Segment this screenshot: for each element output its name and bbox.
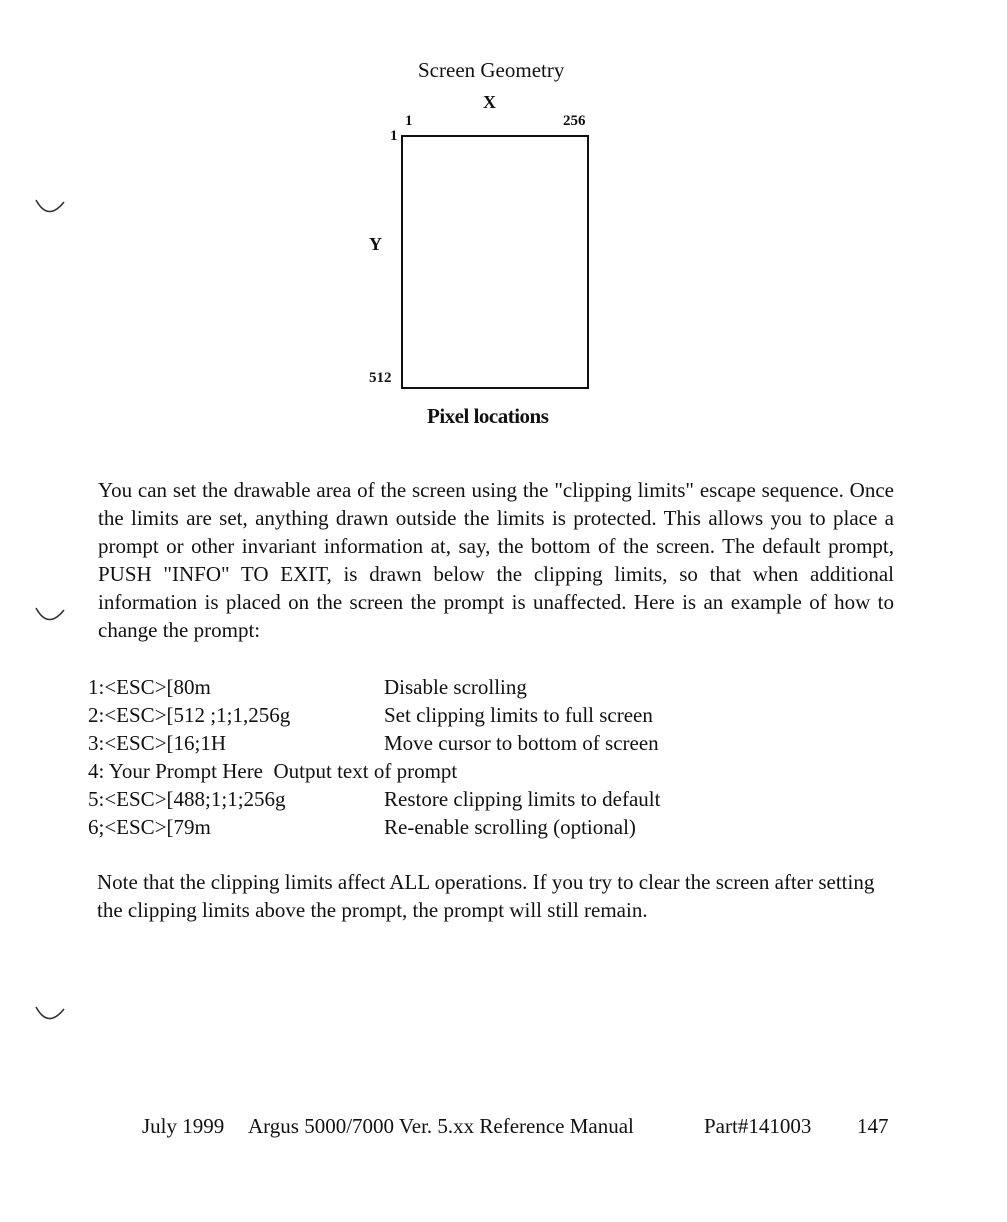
command-code: 1:<ESC>[80m bbox=[88, 675, 211, 699]
command-list bbox=[88, 673, 661, 841]
figure-caption: Pixel locations bbox=[427, 404, 549, 428]
command-row bbox=[88, 785, 661, 813]
command-row bbox=[88, 729, 659, 757]
paragraph-clipping-limits: You can set the drawable area of the screen using the "clipping limits" escape sequence. Once the limits are set, anything drawn outside the limits is protected. This allows you to place a prompt or other invariant information at, say, the bottom of the screen. The default prompt, PUSH "INFO" TO EXIT, is drawn below the clipping limits, so that when additional information is placed on the screen the prompt is unaffected. Here is an example of how to change the prompt: bbox=[98, 478, 894, 642]
command-code: 4: Your Prompt Here Output text of prompt bbox=[88, 759, 458, 783]
footer-manual-title: Argus 5000/7000 Ver. 5.xx Reference Manual bbox=[248, 1114, 634, 1138]
command-row bbox=[88, 673, 527, 701]
screen-rectangle bbox=[401, 135, 589, 389]
x-axis-label: X bbox=[483, 92, 496, 112]
command-code: 2:<ESC>[512 ;1;1,256g bbox=[88, 703, 291, 727]
command-description: Restore clipping limits to default bbox=[384, 787, 661, 811]
binder-hole-mark bbox=[30, 604, 68, 632]
command-row bbox=[88, 701, 653, 729]
y-axis-label: Y bbox=[369, 234, 382, 254]
figure-title: Screen Geometry bbox=[418, 58, 565, 82]
page-number: 147 bbox=[857, 1114, 889, 1138]
y-start-label: 1 bbox=[390, 128, 398, 144]
command-code: 3:<ESC>[16;1H bbox=[88, 731, 227, 755]
footer-date: July 1999 bbox=[142, 1114, 225, 1138]
command-description: Move cursor to bottom of screen bbox=[384, 731, 659, 755]
command-description: Set clipping limits to full screen bbox=[384, 703, 653, 727]
footer-part-number: Part#141003 bbox=[704, 1114, 812, 1138]
x-start-label: 1 bbox=[405, 113, 413, 129]
y-end-label: 512 bbox=[369, 370, 392, 386]
command-row bbox=[88, 813, 636, 841]
command-code: 6;<ESC>[79m bbox=[88, 815, 211, 839]
command-code: 5:<ESC>[488;1;1;256g bbox=[88, 787, 286, 811]
binder-hole-mark bbox=[30, 196, 68, 224]
command-description: Disable scrolling bbox=[384, 675, 527, 699]
x-end-label: 256 bbox=[563, 113, 586, 129]
command-description: Re-enable scrolling (optional) bbox=[384, 815, 636, 839]
binder-hole-mark bbox=[30, 1003, 68, 1031]
paragraph-note: Note that the clipping limits affect ALL operations. If you try to clear the screen after setting the clipping limits above the prompt, the prompt will still remain. bbox=[97, 870, 875, 922]
command-row bbox=[88, 757, 457, 785]
